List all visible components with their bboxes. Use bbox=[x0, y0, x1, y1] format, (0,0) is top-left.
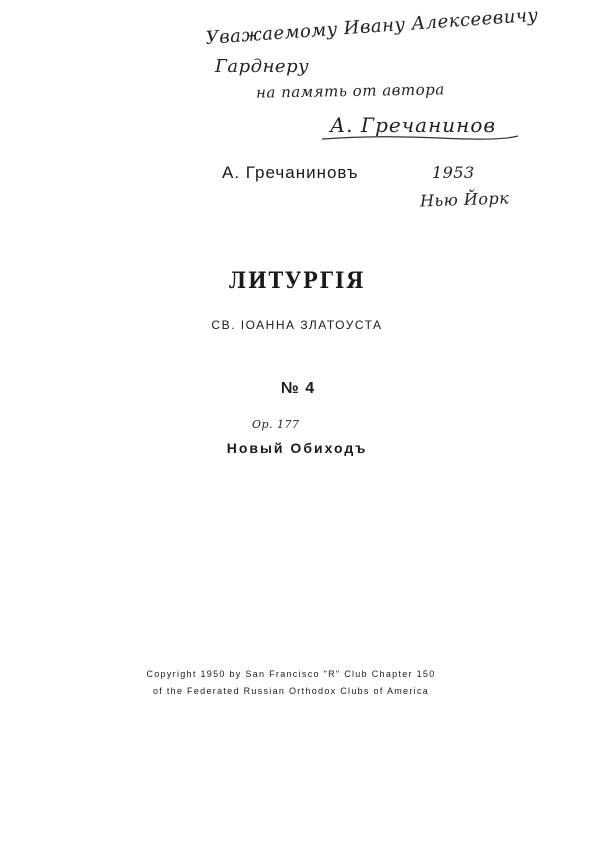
work-subtitle: СВ. ІОАННА ЗЛАТОУСТА bbox=[211, 318, 383, 332]
handwritten-year: 1953 bbox=[432, 163, 475, 182]
handwritten-place: Нью Йорк bbox=[419, 188, 510, 211]
handwritten-dedication-line-1: Уважаемому Ивану Алексеевичу bbox=[205, 4, 540, 49]
author-name: А. Гречаниновъ bbox=[222, 163, 359, 182]
copyright-line-2: of the Federated Russian Orthodox Clubs of America bbox=[152, 686, 430, 696]
handwritten-signature: А. Гречанинов bbox=[330, 113, 497, 137]
copyright-notice bbox=[0, 666, 582, 700]
series-title: Новый Обиходъ bbox=[226, 440, 368, 456]
copyright-line-1: Copyright 1950 by San Francisco "R" Club Chapter 150 bbox=[146, 669, 436, 679]
signature-flourish bbox=[320, 133, 520, 143]
handwritten-dedication-line-2: Гарднеру bbox=[215, 56, 310, 77]
handwritten-dedication-line-3: на память от автора bbox=[255, 80, 445, 102]
work-number: № 4 bbox=[280, 380, 316, 397]
handwritten-opus: Op. 177 bbox=[252, 418, 300, 431]
work-title: ЛИТУРГІЯ bbox=[228, 268, 366, 294]
